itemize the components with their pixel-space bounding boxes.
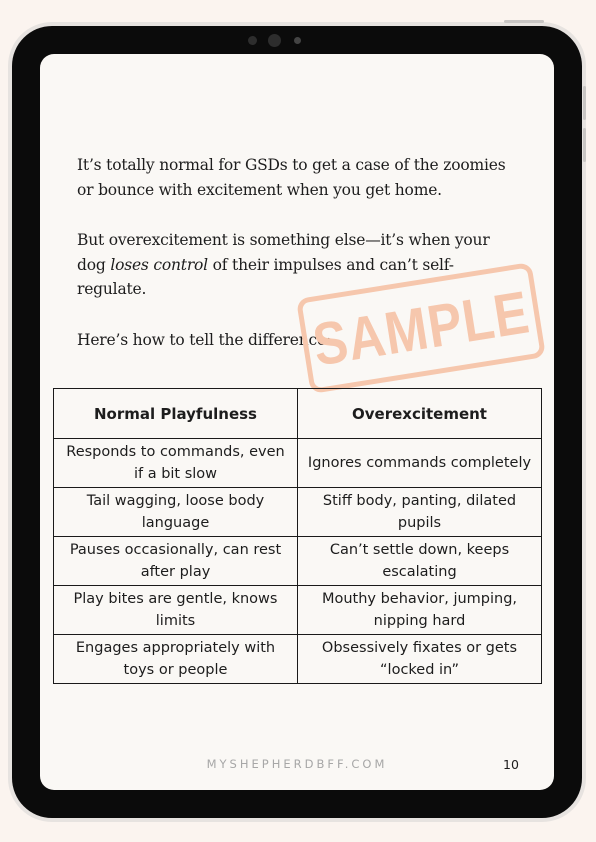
camera-dot-left xyxy=(248,36,257,45)
table-cell: Stiff body, panting, dilated pupils xyxy=(298,488,542,537)
table-cell: Ignores commands completely xyxy=(298,439,542,488)
table-cell: Mouthy behavior, jumping, nipping hard xyxy=(298,586,542,635)
table-cell: Play bites are gentle, knows limits xyxy=(54,586,298,635)
table-header-row xyxy=(54,389,542,439)
table-row xyxy=(54,537,542,586)
stamp-text: SAMPLE xyxy=(308,277,534,379)
page-number: 10 xyxy=(503,757,519,772)
difference-lead: Here’s how to tell the difference: xyxy=(77,331,331,349)
table-header-cell: Overexcitement xyxy=(298,389,542,439)
table-row xyxy=(54,586,542,635)
paragraph-text: of their impulses and can’t self-regulate. xyxy=(77,255,454,298)
camera-lens xyxy=(268,34,281,47)
table-header-cell: Normal Playfulness xyxy=(54,389,298,439)
tablet-top-button xyxy=(504,20,544,23)
page-screen xyxy=(40,54,554,790)
table-cell: Tail wagging, loose body language xyxy=(54,488,298,537)
camera-dot-right xyxy=(294,37,301,44)
footer-website: MYSHEPHERDBFF.COM xyxy=(206,757,388,771)
paragraph-text: But overexcitement is something else—it’s when your dog xyxy=(77,231,490,274)
table-row xyxy=(54,488,542,537)
intro-paragraph: It’s totally normal for GSDs to get a case of the zoomies or bounce with excitement when you get home. xyxy=(77,156,506,199)
table-cell: Engages appropriately with toys or people xyxy=(54,635,298,684)
table-cell: Pauses occasionally, can rest after play xyxy=(54,537,298,586)
tablet-side-button xyxy=(583,128,586,162)
table-cell: Obsessively fixates or gets “locked in” xyxy=(298,635,542,684)
comparison-table xyxy=(53,388,542,684)
tablet-side-button xyxy=(583,86,586,120)
table-row xyxy=(54,439,542,488)
table-cell: Can’t settle down, keeps escalating xyxy=(298,537,542,586)
emphasis-text: loses control xyxy=(110,255,208,274)
table-cell: Responds to commands, even if a bit slow xyxy=(54,439,298,488)
table-row xyxy=(54,635,542,684)
